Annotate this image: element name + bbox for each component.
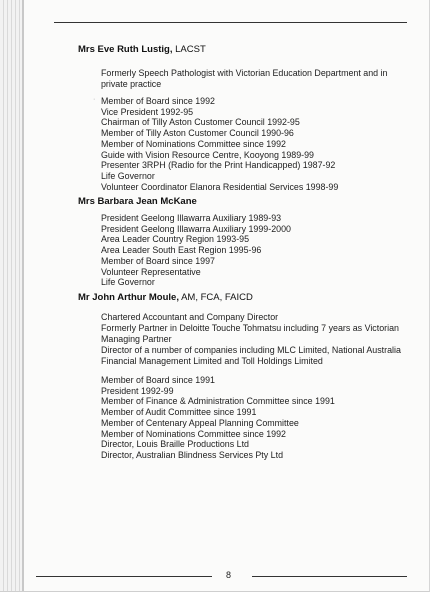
board-member-name — [78, 196, 197, 207]
role-item: Member of Audit Committee since 1991 — [101, 407, 257, 418]
member-roles-list — [101, 96, 338, 192]
role-item: President 1992-99 — [101, 385, 174, 396]
member-background-paragraph: Chartered Accountant and Company Director — [101, 312, 279, 322]
role-item: Member of Nominations Committee since 1992 — [101, 428, 286, 439]
role-item: Director, Australian Blindness Services Pty Ltd — [101, 449, 284, 460]
footer-rule-right — [252, 576, 407, 577]
role-item: Life Governor — [101, 170, 155, 181]
member-roles-list — [101, 375, 335, 461]
role-item: President Geelong Illawarra Auxiliary 1989-93 — [101, 213, 282, 223]
role-item: Vice President 1992-95 — [101, 106, 194, 117]
role-item: Area Leader South East Region 1995-96 — [101, 245, 262, 256]
role-item: Member of Board since 1991 — [101, 375, 215, 385]
member-name-text: Mrs Barbara Jean McKane — [78, 196, 197, 207]
role-item: Member of Finance & Administration Committee since 1991 — [101, 396, 335, 407]
role-item: Volunteer Representative — [101, 266, 201, 277]
member-postnominals: AM, FCA, FAICD — [178, 292, 253, 303]
member-background-paragraph: Director of a number of companies including MLC Limited, National Australia Financial Management Limited and Toll Holdings Limited — [101, 345, 401, 366]
member-background-paragraph: Formerly Partner in Deloitte Touche Tohmatsu including 7 years as Victorian Managing Partner — [101, 323, 399, 344]
role-item: Member of Nominations Committee since 1992 — [101, 138, 286, 149]
member-name-text: Mr John Arthur Moule, — [78, 292, 179, 303]
role-item: Chairman of Tilly Aston Customer Council 1992-95 — [101, 117, 300, 128]
role-item: President Geelong Illawarra Auxiliary 1999-2000 — [101, 223, 291, 234]
footer-rule-left — [36, 576, 212, 577]
role-item: Member of Centenary Appeal Planning Committee — [101, 417, 299, 428]
scan-speck: · — [93, 96, 96, 103]
role-item: Member of Board since 1992 — [101, 96, 215, 106]
role-item: Volunteer Coordinator Elanora Residential Services 1998-99 — [101, 181, 339, 192]
member-background-paragraph: Formerly Speech Pathologist with Victorian Education Department and in private practice — [101, 68, 388, 89]
role-item: Member of Board since 1997 — [101, 255, 215, 266]
member-roles-list — [101, 213, 291, 288]
page-number: 8 — [226, 570, 232, 580]
member-postnominals: LACST — [172, 44, 206, 55]
board-member-name — [78, 44, 206, 55]
board-member-name — [78, 292, 253, 303]
role-item: Area Leader Country Region 1993-95 — [101, 234, 250, 245]
member-name-text: Mrs Eve Ruth Lustig, — [78, 44, 173, 55]
header-rule — [54, 22, 407, 23]
role-item: Director, Louis Braille Productions Ltd — [101, 439, 249, 450]
role-item: Member of Tilly Aston Customer Council 1990-96 — [101, 128, 294, 139]
role-item: Life Governor — [101, 277, 155, 288]
role-item: Presenter 3RPH (Radio for the Print Handicapped) 1987-92 — [101, 160, 336, 171]
stacked-page-edges — [0, 0, 24, 591]
role-item: Guide with Vision Resource Centre, Kooyong 1989-99 — [101, 149, 314, 160]
